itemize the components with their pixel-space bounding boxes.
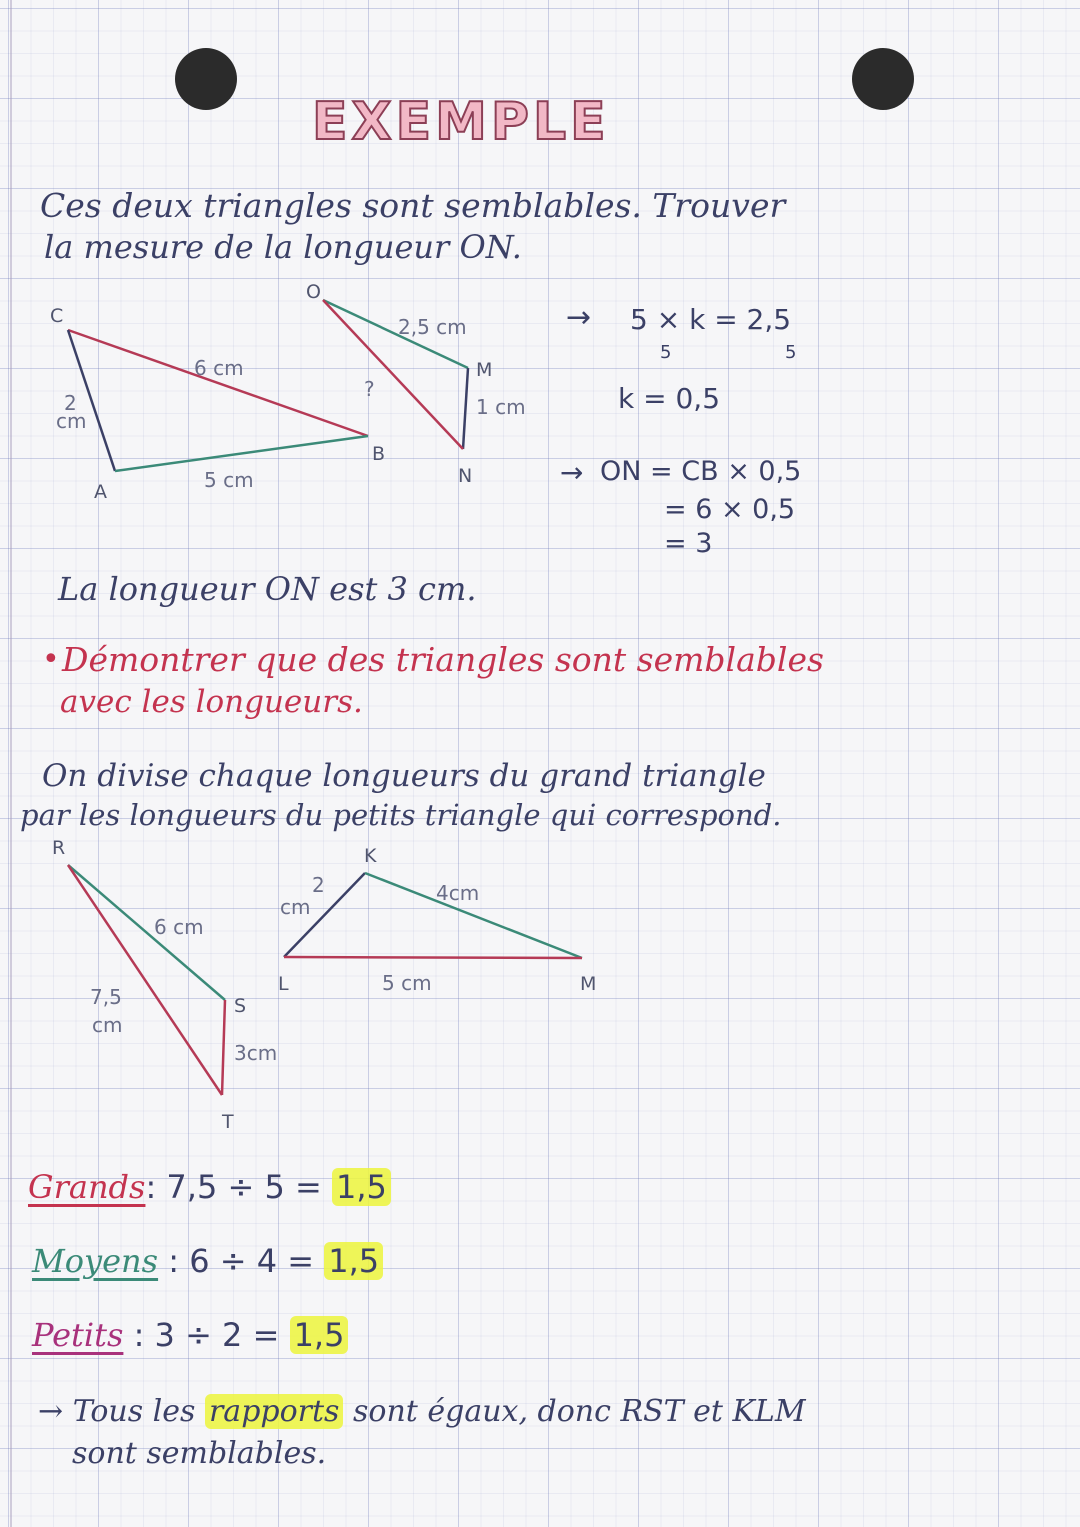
conclusion-highlight: rapports: [205, 1394, 344, 1429]
ratio-result-grands: 1,5: [332, 1168, 391, 1206]
label-vertex-t: T: [222, 1111, 234, 1133]
explain-line-1: On divise chaque longueurs du grand triangle: [42, 758, 766, 794]
conclusion-part-1: Tous les: [72, 1394, 205, 1429]
length-rt-unit: cm: [92, 1013, 123, 1037]
arrow-1: →: [566, 300, 592, 335]
ratio-label-moyens: Moyens: [32, 1242, 159, 1280]
length-km: 4cm: [436, 881, 480, 905]
ratio-label-petits: Petits: [32, 1316, 124, 1354]
ratio-result-moyens: 1,5: [324, 1242, 383, 1280]
calc-line-1: 5 × k = 2,5: [630, 303, 792, 336]
segment-rt: [68, 865, 222, 1095]
length-kl-num: 2: [312, 873, 325, 897]
label-vertex-c: C: [50, 305, 64, 327]
length-ca-num: 2: [64, 391, 77, 415]
length-kl-unit: cm: [280, 895, 311, 919]
ratio-row-petits: Petits : 3 ÷ 2 = 1,5: [32, 1316, 348, 1354]
label-vertex-a: A: [94, 481, 107, 503]
conclusion-line-1: [38, 1394, 806, 1429]
ratio-row-moyens: Moyens : 6 ÷ 4 = 1,5: [32, 1242, 383, 1280]
calc-line-5: = 3: [664, 528, 713, 559]
calc-line-2: k = 0,5: [618, 382, 721, 415]
label-vertex-l: L: [278, 973, 289, 995]
length-rt-num: 7,5: [90, 985, 122, 1009]
result-statement: La longueur ON est 3 cm.: [58, 570, 477, 608]
calc-den-right: 5: [785, 342, 797, 363]
label-vertex-o: O: [306, 281, 321, 303]
conclusion-part-2: sont égaux, donc RST et KLM: [343, 1394, 806, 1429]
length-om: 2,5 cm: [398, 315, 467, 339]
ratio-row-grands: Grands: 7,5 ÷ 5 = 1,5: [28, 1168, 391, 1206]
intro-line-2: la mesure de la longueur ON.: [44, 228, 522, 266]
length-cb: 6 cm: [194, 356, 244, 380]
ratio-expr-moyens: 6 ÷ 4 =: [189, 1242, 325, 1280]
calc-line-3: ON = CB × 0,5: [600, 456, 802, 487]
ratio-result-petits: 1,5: [290, 1316, 349, 1354]
label-vertex-r: R: [52, 837, 66, 859]
conclusion-line-2: sont semblables.: [72, 1436, 327, 1471]
label-vertex-m2: M: [580, 973, 597, 995]
label-vertex-n: N: [458, 465, 473, 487]
label-vertex-k: K: [364, 845, 377, 867]
calc-line-4: = 6 × 0,5: [664, 494, 796, 525]
label-vertex-s: S: [234, 995, 247, 1017]
length-rs: 6 cm: [154, 915, 204, 939]
label-vertex-b: B: [372, 443, 386, 465]
calc-den-left: 5: [660, 342, 672, 363]
ratio-expr-petits: 3 ÷ 2 =: [154, 1316, 290, 1354]
label-vertex-m: M: [476, 359, 493, 381]
ratio-expr-grands: 7,5 ÷ 5 =: [166, 1168, 332, 1206]
length-mn: 1 cm: [476, 395, 526, 419]
page-title: EXEMPLE: [312, 92, 610, 152]
ratio-label-grands: Grands: [28, 1168, 146, 1206]
intro-line-1: Ces deux triangles sont semblables. Trouver: [40, 186, 786, 225]
length-ca-unit: cm: [56, 409, 87, 433]
length-lm: 5 cm: [382, 971, 432, 995]
length-on: ?: [364, 377, 375, 401]
method-line-2: avec les longueurs.: [60, 684, 363, 720]
segment-st: [222, 1000, 225, 1095]
method-bullet: •: [42, 642, 60, 677]
conclusion-arrow: →: [38, 1394, 64, 1429]
length-st: 3cm: [234, 1041, 278, 1065]
length-ab: 5 cm: [204, 468, 254, 492]
method-line-1: Démontrer que des triangles sont semblables: [62, 640, 824, 679]
explain-line-2: par les longueurs du petits triangle qui correspond.: [20, 798, 782, 832]
arrow-2: →: [560, 456, 584, 489]
segment-lm: [284, 957, 582, 958]
